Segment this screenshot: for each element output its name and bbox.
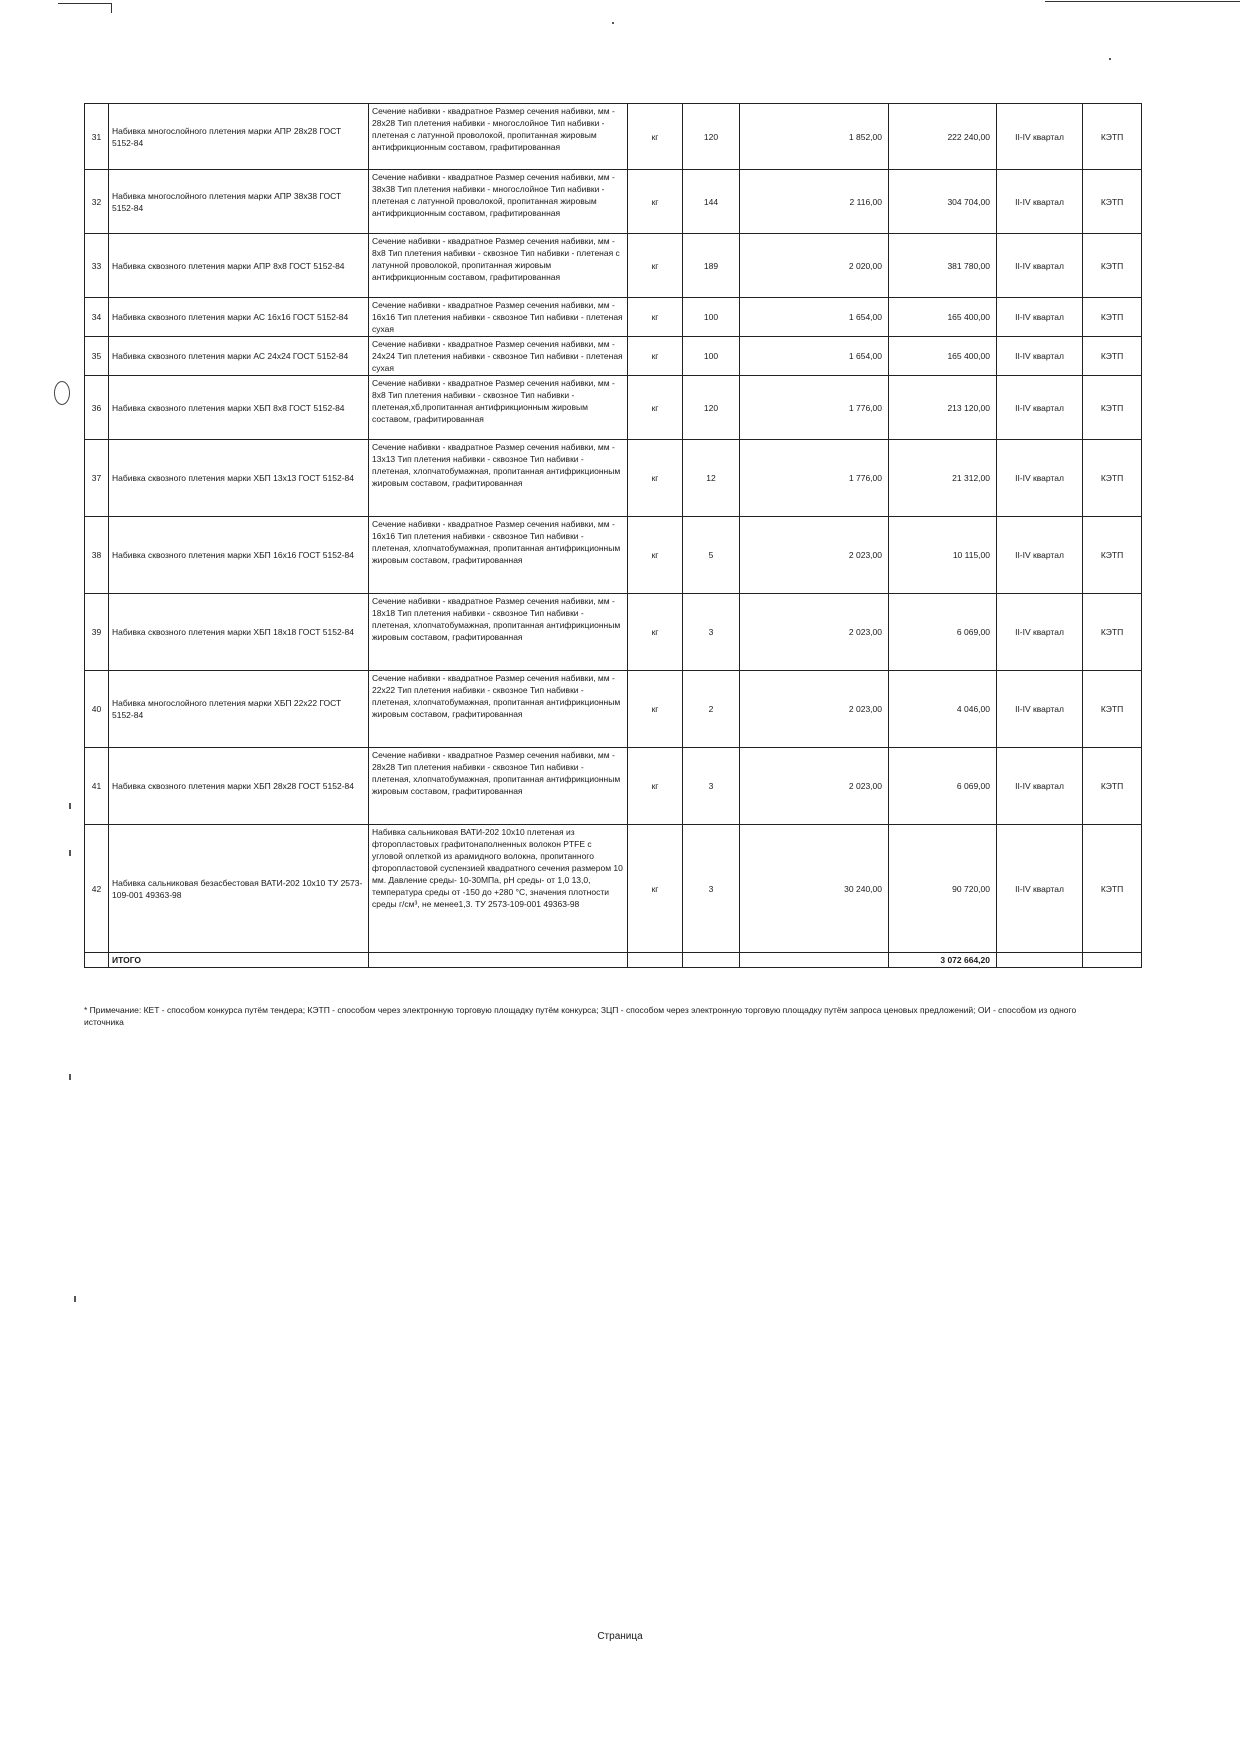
table-row (85, 337, 1142, 376)
line-sum: 6 069,00 (889, 748, 997, 825)
row-number: 35 (85, 337, 109, 376)
row-number: 38 (85, 517, 109, 594)
table-row (85, 234, 1142, 298)
procurement-method: КЭТП (1083, 825, 1142, 953)
table-row (85, 748, 1142, 825)
delivery-period: II-IV квартал (997, 517, 1083, 594)
quantity: 120 (683, 104, 740, 170)
item-description: Сечение набивки - квадратное Размер сечения набивки, мм - 28х28 Тип плетения набивки - сквозное Тип набивки - плетеная, хлопчатобумажная, пропитанная антифрикционным жировым составом, графитированная (369, 748, 628, 825)
table-row (85, 298, 1142, 337)
quantity: 3 (683, 748, 740, 825)
unit: кг (628, 298, 683, 337)
line-sum: 4 046,00 (889, 671, 997, 748)
unit: кг (628, 170, 683, 234)
line-sum: 213 120,00 (889, 376, 997, 440)
quantity: 3 (683, 594, 740, 671)
unit-price: 1 852,00 (740, 104, 889, 170)
delivery-period: II-IV квартал (997, 170, 1083, 234)
quantity: 5 (683, 517, 740, 594)
procurement-method: КЭТП (1083, 440, 1142, 517)
total-empty-cell (997, 953, 1083, 968)
total-empty-cell (1083, 953, 1142, 968)
delivery-period: II-IV квартал (997, 671, 1083, 748)
total-empty-cell (369, 953, 628, 968)
delivery-period: II-IV квартал (997, 234, 1083, 298)
unit: кг (628, 825, 683, 953)
item-name: Набивка сквозного плетения марки АС 24х24 ГОСТ 5152-84 (109, 337, 369, 376)
delivery-period: II-IV квартал (997, 337, 1083, 376)
footnote: * Примечание: КЕТ - способом конкурса путём тендера; КЭТП - способом через электронную торговую площадку путём конкурса; ЗЦП - способом через электронную торговую площадку путём запроса ценовых предложений; ОИ - способом из одного источника (84, 1005, 1077, 1027)
delivery-period: II-IV квартал (997, 376, 1083, 440)
table-row (85, 594, 1142, 671)
procurement-method: КЭТП (1083, 337, 1142, 376)
total-sum: 3 072 664,20 (889, 953, 997, 968)
quantity: 100 (683, 298, 740, 337)
item-name: Набивка сквозного плетения марки ХБП 8х8 ГОСТ 5152-84 (109, 376, 369, 440)
table-row (85, 440, 1142, 517)
item-description: Сечение набивки - квадратное Размер сечения набивки, мм - 22х22 Тип плетения набивки - сквозное Тип набивки - плетеная, хлопчатобумажная, пропитанная антифрикционным жировым составом, графитированная (369, 671, 628, 748)
unit-price: 2 020,00 (740, 234, 889, 298)
row-number: 39 (85, 594, 109, 671)
row-number: 33 (85, 234, 109, 298)
delivery-period: II-IV квартал (997, 298, 1083, 337)
item-name: Набивка многослойного плетения марки АПР 38х38 ГОСТ 5152-84 (109, 170, 369, 234)
table-row (85, 671, 1142, 748)
item-name: Набивка сквозного плетения марки АПР 8х8 ГОСТ 5152-84 (109, 234, 369, 298)
item-description: Сечение набивки - квадратное Размер сечения набивки, мм - 38х38 Тип плетения набивки - многослойное Тип набивки - плетеная с латунной проволокой, пропитанная жировым антифрикционным составом, графитированная (369, 170, 628, 234)
procurement-table (84, 103, 1142, 968)
total-row (85, 953, 1142, 968)
delivery-period: II-IV квартал (997, 748, 1083, 825)
item-description: Сечение набивки - квадратное Размер сечения набивки, мм - 8х8 Тип плетения набивки - сквозное Тип набивки - плетеная с латунной проволокой, пропитанная жировым антифрикционным составом, графитированная (369, 234, 628, 298)
quantity: 12 (683, 440, 740, 517)
table-row (85, 376, 1142, 440)
item-name: Набивка сквозного плетения марки ХБП 28х28 ГОСТ 5152-84 (109, 748, 369, 825)
scan-dot (612, 22, 614, 24)
row-number: 42 (85, 825, 109, 953)
procurement-method: КЭТП (1083, 376, 1142, 440)
line-sum: 21 312,00 (889, 440, 997, 517)
item-description: Сечение набивки - квадратное Размер сечения набивки, мм - 18х18 Тип плетения набивки - сквозное Тип набивки - плетеная, хлопчатобумажная, пропитанная антифрикционным жировым составом, графитированная (369, 594, 628, 671)
unit-price: 1 654,00 (740, 298, 889, 337)
unit-price: 30 240,00 (740, 825, 889, 953)
total-empty-cell (85, 953, 109, 968)
scan-mark-top-left (58, 3, 112, 4)
procurement-method: КЭТП (1083, 298, 1142, 337)
quantity: 100 (683, 337, 740, 376)
line-sum: 381 780,00 (889, 234, 997, 298)
line-sum: 90 720,00 (889, 825, 997, 953)
item-name: Набивка сквозного плетения марки ХБП 16х16 ГОСТ 5152-84 (109, 517, 369, 594)
scan-mark-top-left-tick (111, 3, 112, 13)
line-sum: 165 400,00 (889, 337, 997, 376)
item-description: Сечение набивки - квадратное Размер сечения набивки, мм - 24х24 Тип плетения набивки - сквозное Тип набивки - плетеная сухая (369, 337, 628, 376)
line-sum: 10 115,00 (889, 517, 997, 594)
scan-dot (69, 850, 71, 856)
item-description: Сечение набивки - квадратное Размер сечения набивки, мм - 28х28 Тип плетения набивки - многослойное Тип набивки - плетеная с латунной проволокой, пропитанная жировым антифрикционным составом, графитированная (369, 104, 628, 170)
item-name: Набивка многослойного плетения марки ХБП 22х22 ГОСТ 5152-84 (109, 671, 369, 748)
unit-price: 1 776,00 (740, 440, 889, 517)
row-number: 37 (85, 440, 109, 517)
unit: кг (628, 594, 683, 671)
item-description: Сечение набивки - квадратное Размер сечения набивки, мм - 13х13 Тип плетения набивки - сквозное Тип набивки - плетеная, хлопчатобумажная, пропитанная антифрикционным жировым составом, графитированная (369, 440, 628, 517)
line-sum: 222 240,00 (889, 104, 997, 170)
row-number: 36 (85, 376, 109, 440)
quantity: 2 (683, 671, 740, 748)
row-number: 41 (85, 748, 109, 825)
item-name: Набивка сквозного плетения марки АС 16х16 ГОСТ 5152-84 (109, 298, 369, 337)
table-row (85, 825, 1142, 953)
table-row (85, 104, 1142, 170)
quantity: 189 (683, 234, 740, 298)
page-footer: Страница (597, 1631, 643, 1642)
unit-price: 2 023,00 (740, 748, 889, 825)
procurement-method: КЭТП (1083, 517, 1142, 594)
table-body (85, 104, 1142, 953)
row-number: 34 (85, 298, 109, 337)
unit-price: 2 023,00 (740, 671, 889, 748)
unit: кг (628, 748, 683, 825)
delivery-period: II-IV квартал (997, 825, 1083, 953)
item-description: Набивка сальниковая ВАТИ-202 10х10 плетеная из фторопластовых графитонаполненных волокон PTFE с угловой оплеткой из арамидного волокна, пропитанного фторопластовой суспензией квадратного сечения размером 10 мм. Давление среды- 10-30МПа, pH среды- от 1,0 13,0, температура среды от -150 до +280 °С, значения плотности среды г/см³, не менее1,3. ТУ 2573-109-001 49363-98 (369, 825, 628, 953)
unit: кг (628, 337, 683, 376)
unit: кг (628, 671, 683, 748)
item-name: Набивка многослойного плетения марки АПР 28х28 ГОСТ 5152-84 (109, 104, 369, 170)
total-empty-cell (740, 953, 889, 968)
procurement-method: КЭТП (1083, 748, 1142, 825)
item-description: Сечение набивки - квадратное Размер сечения набивки, мм - 16х16 Тип плетения набивки - сквозное Тип набивки - плетеная сухая (369, 298, 628, 337)
unit: кг (628, 517, 683, 594)
item-name: Набивка сквозного плетения марки ХБП 18х18 ГОСТ 5152-84 (109, 594, 369, 671)
scan-dot (69, 803, 71, 809)
table-row (85, 517, 1142, 594)
table-row (85, 170, 1142, 234)
procurement-method: КЭТП (1083, 671, 1142, 748)
item-name: Набивка сквозного плетения марки ХБП 13х13 ГОСТ 5152-84 (109, 440, 369, 517)
item-description: Сечение набивки - квадратное Размер сечения набивки, мм - 16х16 Тип плетения набивки - сквозное Тип набивки - плетеная, хлопчатобумажная, пропитанная антифрикционным жировым составом, графитированная (369, 517, 628, 594)
stray-circle-mark (54, 381, 70, 405)
procurement-method: КЭТП (1083, 104, 1142, 170)
unit-price: 2 023,00 (740, 594, 889, 671)
delivery-period: II-IV квартал (997, 594, 1083, 671)
row-number: 31 (85, 104, 109, 170)
delivery-period: II-IV квартал (997, 440, 1083, 517)
scan-dot (74, 1296, 76, 1302)
procurement-method: КЭТП (1083, 170, 1142, 234)
row-number: 40 (85, 671, 109, 748)
unit-price: 1 776,00 (740, 376, 889, 440)
delivery-period: II-IV квартал (997, 104, 1083, 170)
quantity: 120 (683, 376, 740, 440)
unit: кг (628, 376, 683, 440)
unit: кг (628, 440, 683, 517)
unit: кг (628, 234, 683, 298)
total-label: ИТОГО (109, 953, 369, 968)
row-number: 32 (85, 170, 109, 234)
scan-dot (1109, 58, 1111, 60)
unit-price: 1 654,00 (740, 337, 889, 376)
line-sum: 304 704,00 (889, 170, 997, 234)
item-description: Сечение набивки - квадратное Размер сечения набивки, мм - 8х8 Тип плетения набивки - сквозное Тип набивки - плетеная,хб,пропитанная антифрикционным жировым составом, графитированная (369, 376, 628, 440)
total-empty-cell (683, 953, 740, 968)
unit-price: 2 116,00 (740, 170, 889, 234)
item-name: Набивка сальниковая безасбестовая ВАТИ-202 10х10 ТУ 2573-109-001 49363-98 (109, 825, 369, 953)
line-sum: 165 400,00 (889, 298, 997, 337)
total-empty-cell (628, 953, 683, 968)
quantity: 3 (683, 825, 740, 953)
procurement-method: КЭТП (1083, 234, 1142, 298)
unit: кг (628, 104, 683, 170)
procurement-method: КЭТП (1083, 594, 1142, 671)
quantity: 144 (683, 170, 740, 234)
line-sum: 6 069,00 (889, 594, 997, 671)
unit-price: 2 023,00 (740, 517, 889, 594)
scan-mark-top-right (1045, 1, 1240, 2)
scan-dot (69, 1074, 71, 1080)
